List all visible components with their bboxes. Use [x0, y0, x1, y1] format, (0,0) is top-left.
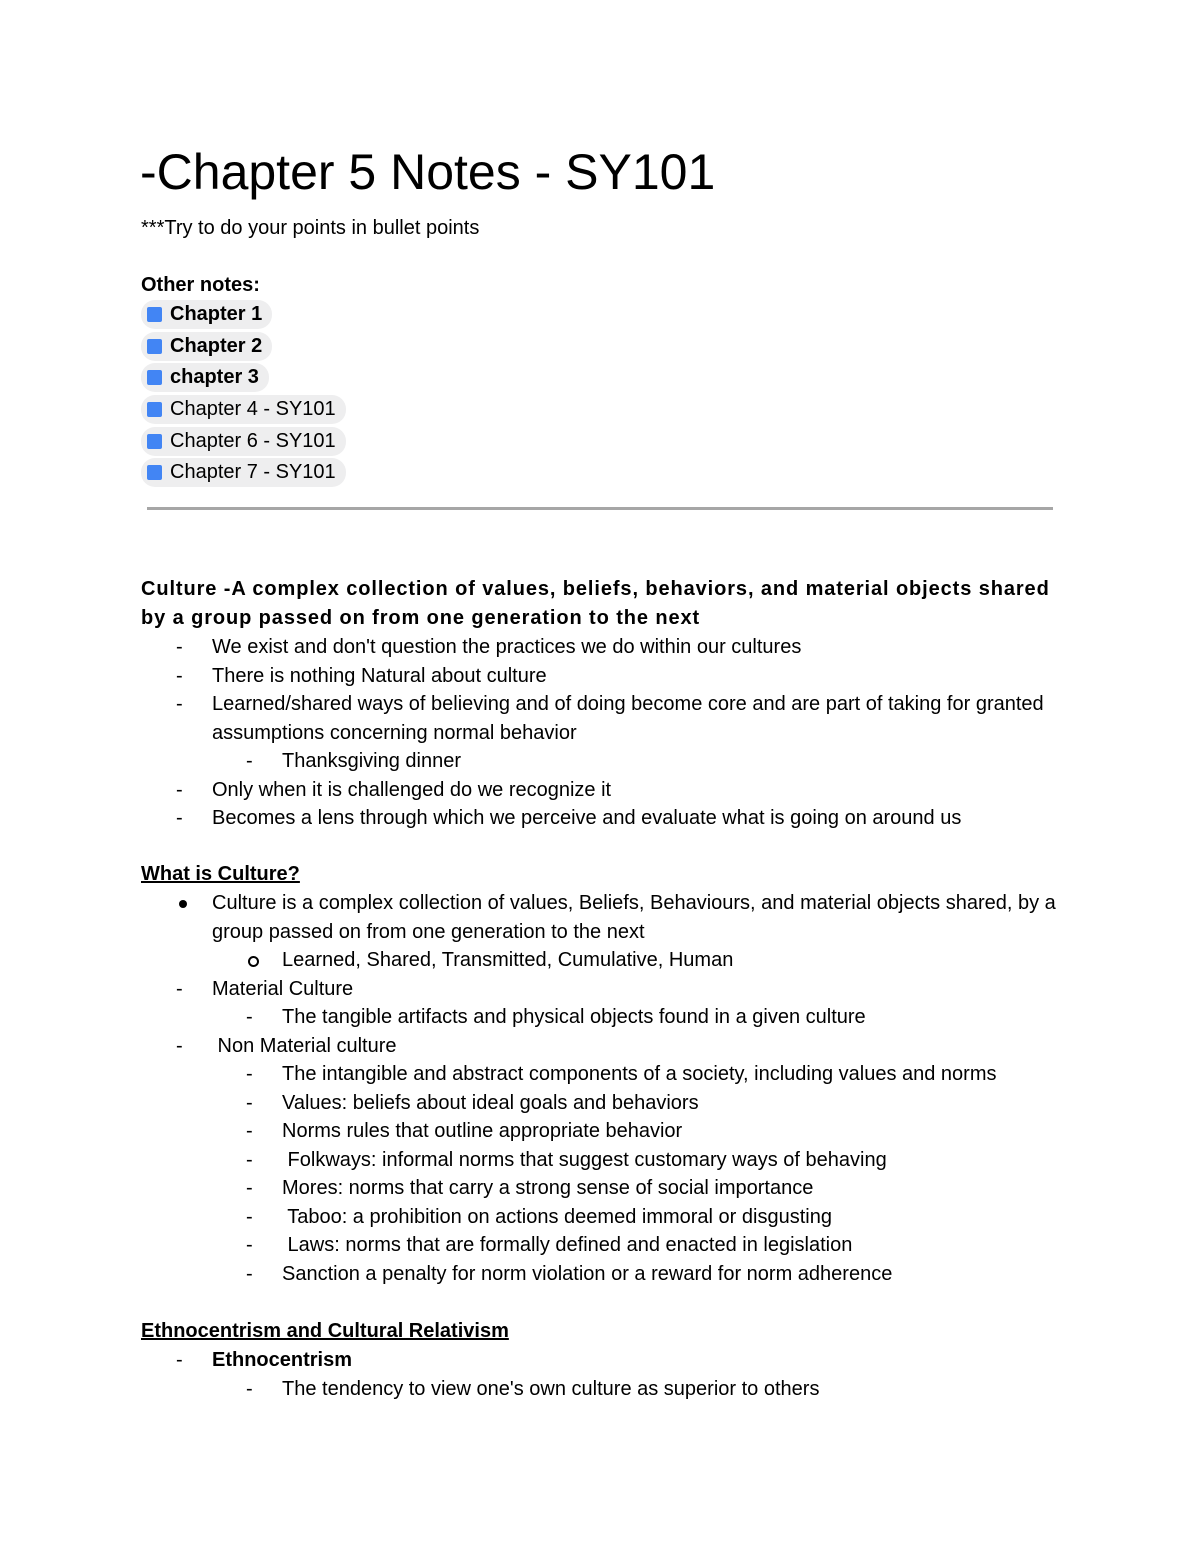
list-item-text: Values: beliefs about ideal goals and behaviors [282, 1091, 699, 1114]
page-title: -Chapter 5 Notes - SY101 [140, 144, 716, 200]
bullet-ring-icon [248, 956, 259, 967]
google-docs-icon [147, 465, 162, 480]
list-item-text: Learned/shared ways of believing and of doing become core and are part of taking for granted assumptions concerning normal behavior [212, 693, 1044, 744]
list-item-text: Norms rules that outline appropriate behavior [282, 1120, 683, 1142]
list-item [141, 1060, 1071, 1089]
dash-marker: - [176, 636, 183, 658]
other-notes-label: Other notes: [141, 274, 260, 296]
dash-marker: - [246, 1063, 253, 1085]
doc-link-label: Chapter 4 - SY101 [170, 398, 336, 420]
list-item [141, 1146, 1071, 1175]
list-item-text: Laws: norms that are formally defined and enacted in legislation [282, 1234, 853, 1256]
list-item-text: Material Culture [212, 977, 354, 1000]
list-item-text: Thanksgiving dinner [282, 750, 461, 772]
list-item [141, 1089, 1071, 1118]
subtitle-note: ***Try to do your points in bullet points [141, 217, 480, 239]
list-item-text: Taboo: a prohibition on actions deemed immoral or disgusting [282, 1205, 832, 1228]
list-item-text: There is nothing Natural about culture [212, 664, 547, 687]
google-docs-icon [147, 434, 162, 449]
list-item [141, 889, 1071, 946]
list-item [141, 975, 1071, 1004]
dash-marker: - [176, 1349, 183, 1371]
google-docs-icon [147, 370, 162, 385]
list-item-text: Learned, Shared, Transmitted, Cumulative, Human [282, 949, 734, 971]
list-item [141, 747, 1071, 776]
bullet-dot-icon [179, 900, 187, 908]
culture-definition: Culture -A complex collection of values, beliefs, behaviors, and material objects shared by a group passed on from one generation to the next [141, 578, 1050, 629]
what-is-culture-section [141, 860, 1071, 1288]
list-item [141, 633, 1071, 662]
dash-marker: - [176, 1034, 183, 1057]
horizontal-divider [147, 507, 1053, 510]
list-item [141, 1203, 1071, 1232]
dash-marker: - [246, 1262, 253, 1285]
dash-marker: - [176, 693, 183, 715]
section-heading: What is Culture? [141, 863, 300, 885]
dash-marker: - [176, 807, 183, 829]
doc-link-chapter-3[interactable] [141, 363, 269, 392]
list-item [141, 804, 1071, 833]
doc-link-label: Chapter 7 - SY101 [170, 461, 336, 483]
list-item-text: Becomes a lens through which we perceive and evaluate what is going on around us [212, 807, 962, 829]
google-docs-icon [147, 402, 162, 417]
dash-marker: - [246, 1377, 253, 1400]
dash-marker: - [246, 750, 253, 772]
dash-marker: - [176, 778, 183, 801]
list-item [141, 776, 1071, 805]
list-item [141, 1260, 1071, 1289]
section-heading: Ethnocentrism and Cultural Relativism [141, 1320, 509, 1342]
google-docs-icon [147, 307, 162, 322]
culture-section [141, 575, 1071, 833]
list-item-text: The tangible artifacts and physical objects found in a given culture [282, 1006, 866, 1028]
google-docs-icon [147, 339, 162, 354]
list-item-text: The intangible and abstract components of a society, including values and norms [282, 1063, 997, 1085]
doc-link-chapter-2[interactable] [141, 332, 272, 361]
list-item-text: Sanction a penalty for norm violation or a reward for norm adherence [282, 1262, 893, 1285]
dash-marker: - [246, 1006, 253, 1028]
list-item-text: Non Material culture [212, 1034, 397, 1057]
list-item [141, 662, 1071, 691]
list-item [141, 1174, 1071, 1203]
doc-link-label: Chapter 2 [170, 335, 263, 357]
dash-marker: - [246, 1234, 253, 1256]
list-item-text: Only when it is challenged do we recognize it [212, 778, 612, 801]
list-item [141, 1346, 1071, 1375]
list-item [141, 946, 1071, 975]
list-item-text: The tendency to view one's own culture as superior to others [282, 1377, 820, 1400]
list-item [141, 690, 1071, 747]
list-item [141, 1117, 1071, 1146]
doc-link-chapter-4[interactable] [141, 395, 346, 424]
ethnocentrism-section [141, 1317, 1071, 1403]
list-item [141, 1375, 1071, 1404]
dash-marker: - [246, 1177, 253, 1199]
list-item [141, 1003, 1071, 1032]
doc-link-label: Chapter 6 - SY101 [170, 430, 336, 452]
dash-marker: - [176, 977, 183, 1000]
doc-link-chapter-1[interactable] [141, 300, 272, 329]
dash-marker: - [246, 1205, 253, 1228]
list-item [141, 1231, 1071, 1260]
list-item-text: Folkways: informal norms that suggest customary ways of behaving [282, 1148, 887, 1171]
dash-marker: - [246, 1148, 253, 1171]
list-item-text: Mores: norms that carry a strong sense of social importance [282, 1177, 814, 1199]
list-item-text: Culture is a complex collection of values, Beliefs, Behaviours, and material objects shared, by a group passed on from one generation to the next [212, 892, 1056, 943]
doc-link-chapter-7[interactable] [141, 458, 346, 487]
dash-marker: - [176, 664, 183, 687]
list-item-text: We exist and don't question the practices we do within our cultures [212, 636, 802, 658]
doc-link-chapter-6[interactable] [141, 427, 346, 456]
doc-link-label: Chapter 1 [170, 303, 263, 325]
list-item [141, 1032, 1071, 1061]
list-item-text: Ethnocentrism [212, 1349, 353, 1371]
dash-marker: - [246, 1091, 253, 1114]
dash-marker: - [246, 1120, 253, 1142]
doc-link-label: chapter 3 [170, 366, 259, 388]
